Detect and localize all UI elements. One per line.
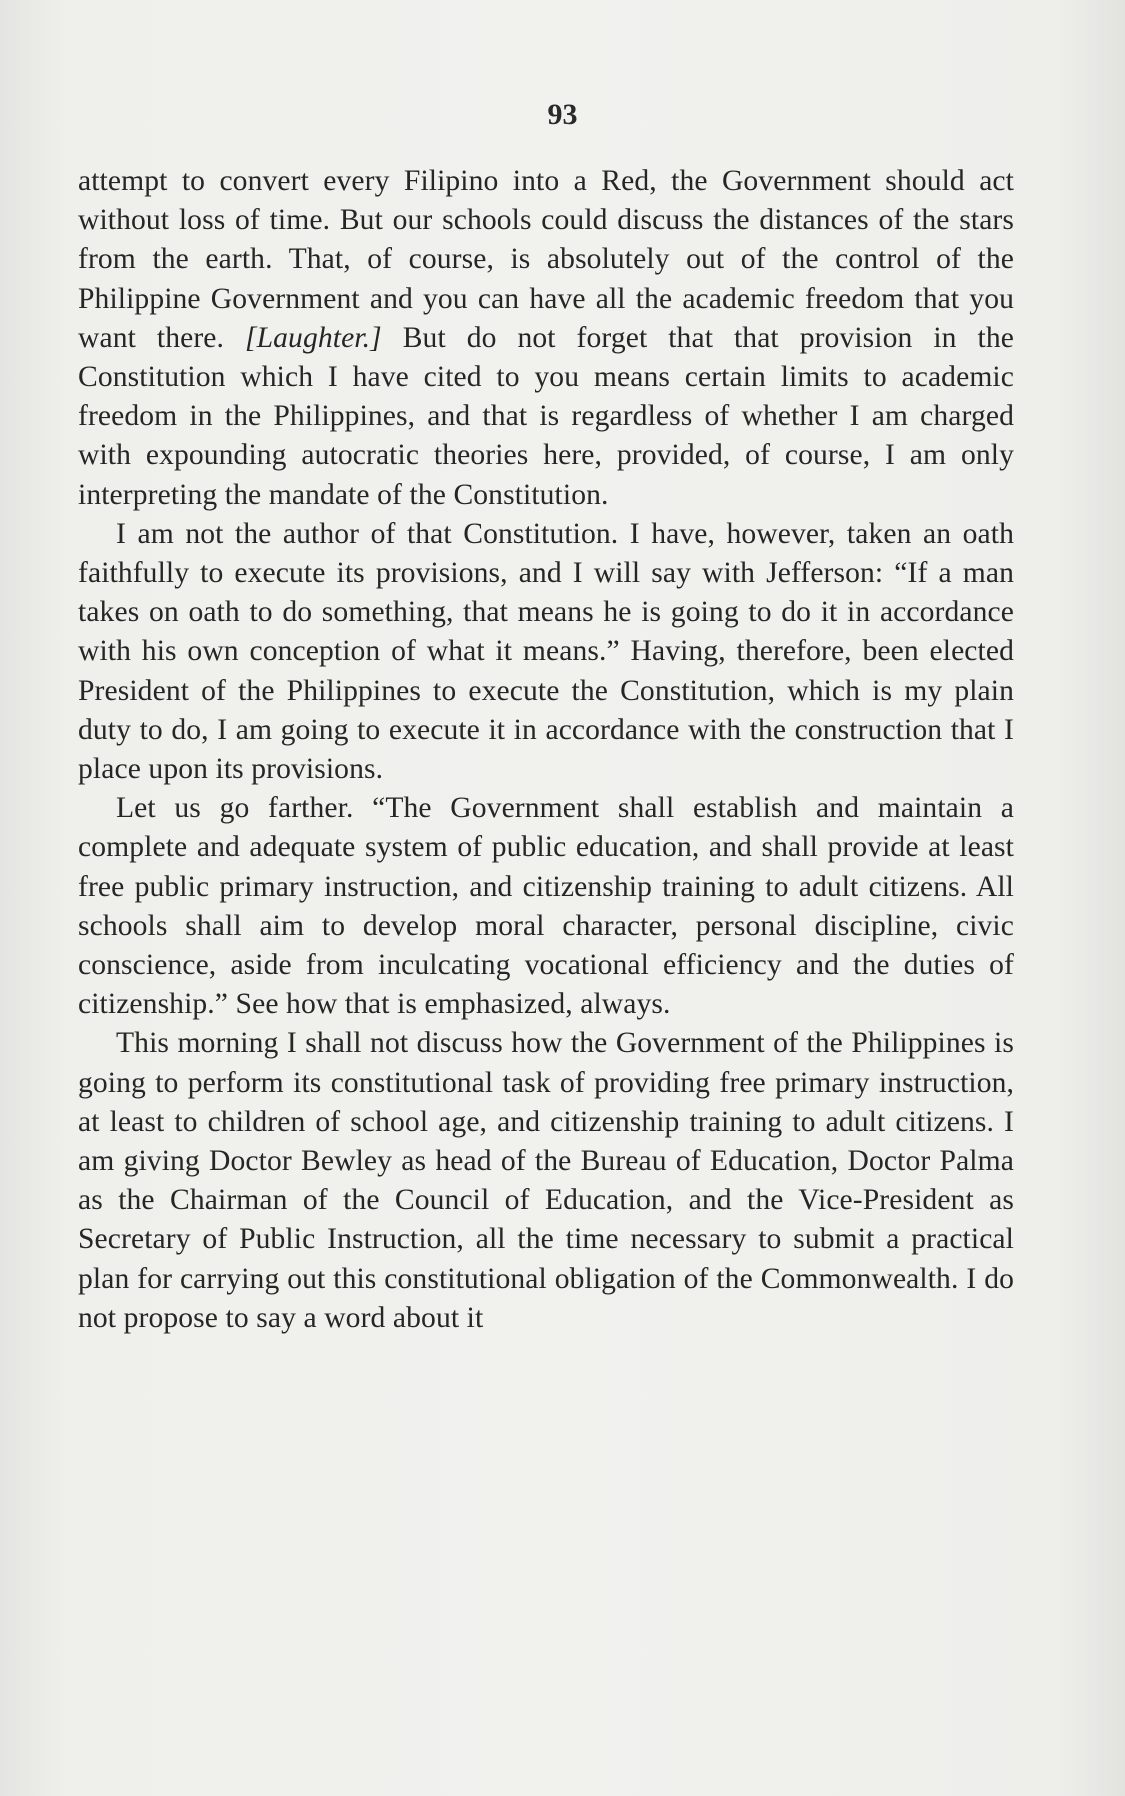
paragraph-1	[78, 162, 1014, 515]
body-text	[78, 162, 1014, 1338]
paragraph-3: Let us go farther. “The Government shall establish and maintain a complete and adequate system of public education, and shall provide at least free public primary instruction, and citizenship training to adult citizens. All schools shall aim to develop moral character, personal discipline, civic conscience, aside from inculcating vocational efficiency and the duties of citizenship.” See how that is emphasized, always.	[78, 792, 1014, 1021]
paragraph-1-stage-note: [Laughter.]	[244, 321, 382, 354]
paragraph-2: I am not the author of that Constitution. I have, however, taken an oath faithfully to execute its provisions, and I will say with Jefferson: “If a man takes on oath to do something, that means he is going to do it in accordance with his own conception of what it means.” Having, therefore, been elected President of the Philippines to execute the Constitution, which is my plain duty to do, I am going to execute it in accordance with the construction that I place upon its provisions.	[78, 517, 1014, 786]
paragraph-1-text-end: But do not forget that that provision in the Constitution which I have cited to you means certain limits to academic freedom in the Philippines, and that is regardless of whether I am charged with expounding autocratic theories here, provided, of course, I am only interpreting the mandate of the Constitution.	[78, 321, 1014, 511]
page-number: 93	[547, 98, 578, 131]
paragraph-1-text-start: attempt to convert every Filipino into a Red, the Government should act without loss of time. But our schools could discuss the distances of the stars from the earth. That, of course, is absolutely out of the control of the Philippine Government and you can have all the academic freedom that you want there.	[78, 165, 1014, 354]
paragraph-4: This morning I shall not discuss how the Government of the Philippines is going to perform its constitutional task of providing free primary instruction, at least to children of school age, and citizenship training to adult citizens. I am giving Doctor Bewley as head of the Bureau of Education, Doctor Palma as the Chairman of the Council of Education, and the Vice-President as Secretary of Public Instruction, all the time necessary to submit a practical plan for carrying out this constitutional obligation of the Commonwealth. I do not propose to say a word about it	[78, 1027, 1014, 1334]
